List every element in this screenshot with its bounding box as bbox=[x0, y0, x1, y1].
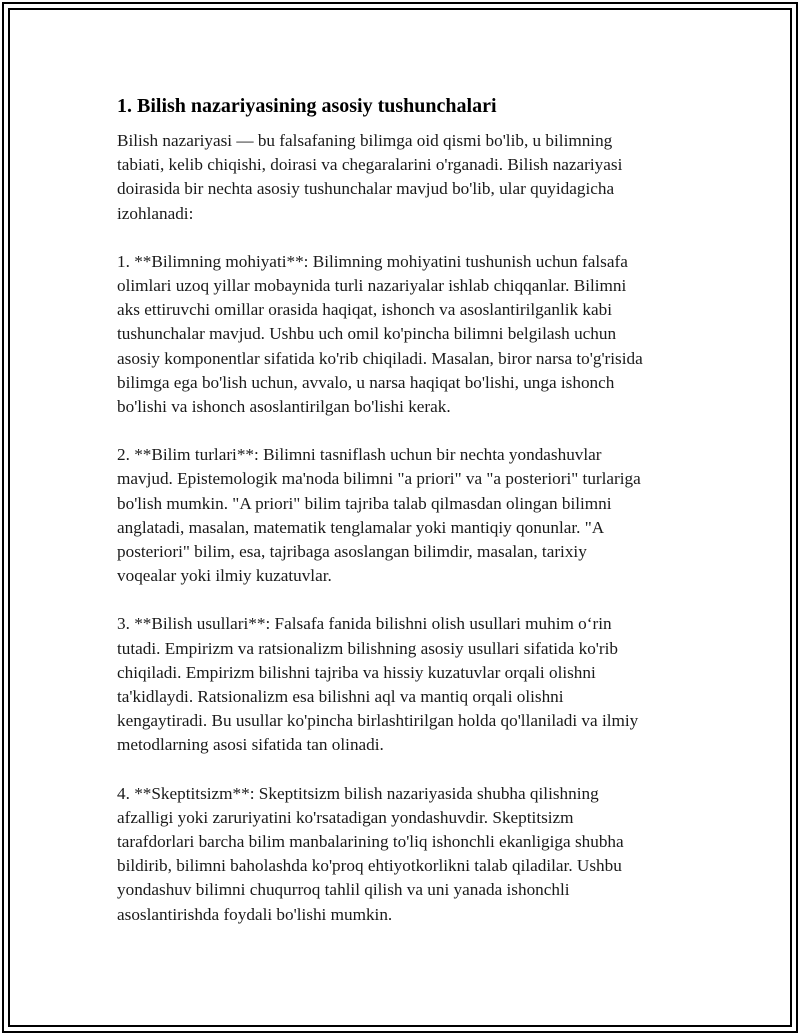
section-heading: 1. Bilish nazariyasining asosiy tushunchalari bbox=[117, 95, 497, 117]
paragraph-knowledge-essence: 1. **Bilimning mohiyati**: Bilimning mohiyatini tushunish uchun falsafa olimlari uzoq yillar mobaynida turli nazariyalar ishlab chiqqanlar. Bilimni aks ettiruvchi omillar orasida haqiqat, ishonch va asoslantirilganlik kabi tushunchalar mavjud. Ushbu uch omil ko'pincha bilimni belgilash uchun asosiy komponentlar sifatida ko'rib chiqiladi. Masalan, biror narsa to'g'risida bilimga ega bo'lish uchun, avvalo, u narsa haqiqat bo'lishi, unga ishonch bo'lishi va ishonch asoslantirilgan bo'lishi kerak. bbox=[117, 251, 643, 417]
intro-paragraph: Bilish nazariyasi — bu falsafaning bilimga oid qismi bo'lib, u bilimning tabiati, kelib chiqishi, doirasi va chegaralarini o'rganadi. Bilish nazariyasi doirasida bir nechta asosiy tushunchalar mavjud bo'lib, ular quyidagicha izohlanadi: bbox=[117, 131, 623, 223]
paragraph-knowledge-types: 2. **Bilim turlari**: Bilimni tasniflash uchun bir nechta yondashuvlar mavjud. Epistemologik ma'noda bilimni "a priori" va "a posteriori" turlariga bo'lish mumkin. "A priori" bilim tajriba talab qilmasdan olingan bilimni anglatadi, masalan, matematik tenglamalar yoki mantiqiy qonunlar. "A posteriori" bilim, esa, tajribaga asoslangan bilimdir, masalan, tarixiy voqealar yoki ilmiy kuzatuvlar. bbox=[117, 445, 641, 586]
document-body bbox=[117, 94, 697, 927]
paragraph-skepticism: 4. **Skeptitsizm**: Skeptitsizm bilish nazariyasida shubha qilishning afzalligi yoki zaruriyatini ko'rsatadigan yondashuvdir. Skeptitsizm tarafdorlari barcha bilim manbalarining to'liq ishonchli ekanligiga shubha bildirib, bilimni baholashda ko'proq ehtiyotkorlikni talab qiladilar. Ushbu yondashuv bilimni chuqurroq tahlil qilish va uni yanada ishonchli asoslantirishda foydali bo'lishi mumkin. bbox=[117, 783, 624, 924]
paragraph-cognition-methods: 3. **Bilish usullari**: Falsafa fanida bilishni olish usullari muhim o‘rin tutadi. Empirizm va ratsionalizm bilishning asosiy usullari sifatida ko'rib chiqiladi. Empirizm bilishni tajriba va hissiy kuzatuvlar orqali olishni ta'kidlaydi. Ratsionalizm esa bilishni aql va mantiq orqali olishni kengaytiradi. Bu usullar ko'pincha birlashtirilgan holda qo'llaniladi va ilmiy metodlarning asosi sifatida tan olinadi. bbox=[117, 614, 639, 755]
